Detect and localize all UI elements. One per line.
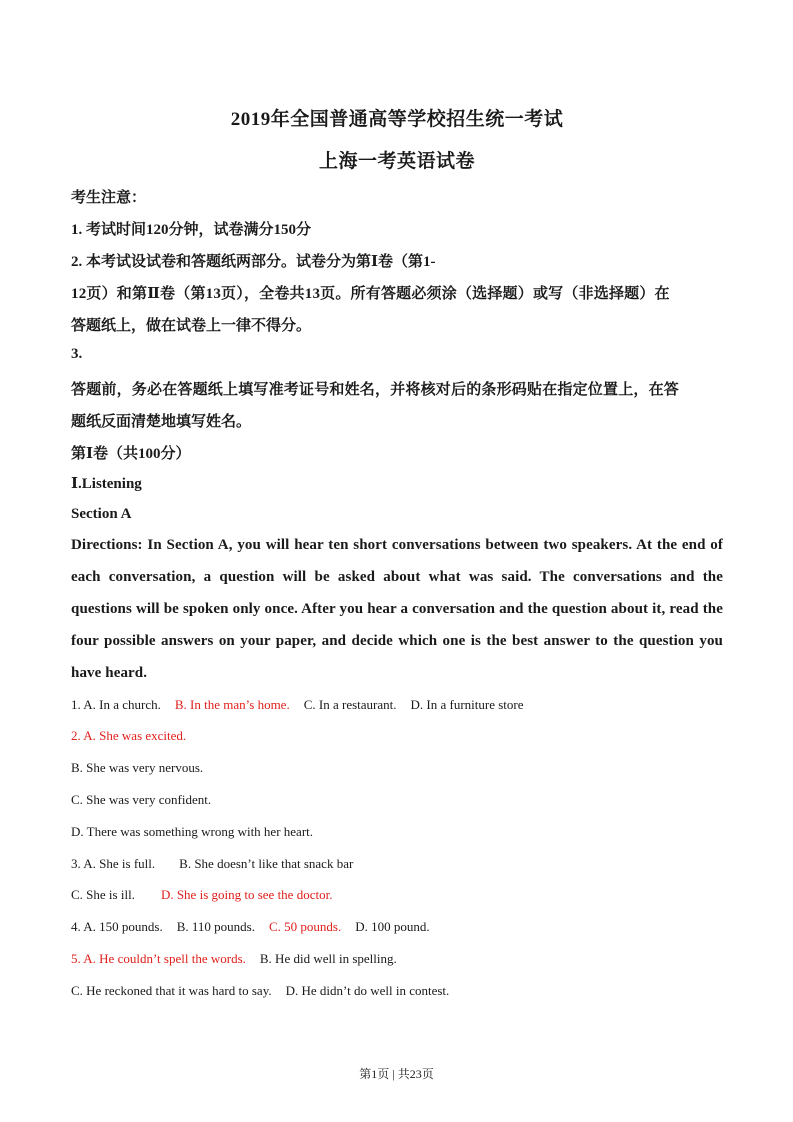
q5-option-c: C. He reckoned that it was hard to say. [71, 983, 272, 998]
q2-option-a-answer: 2. A. She was excited. [71, 728, 187, 743]
question-4 [71, 919, 430, 935]
section-a-heading: Section A [71, 506, 132, 522]
page-footer: 第1页 | 共23页 [359, 1067, 434, 1081]
q4-option-c-answer: C. 50 pounds. [268, 919, 342, 934]
notice-item-2-line-2: 12页）和第Ⅱ卷（第13页），全卷共13页。所有答题必须涂（选择题）或写（非选择题）在 [71, 286, 670, 302]
listening-heading: Ⅰ.Listening [71, 476, 142, 492]
question-1 [71, 697, 524, 713]
q1-option-a: 1. A. In a church. [71, 697, 161, 712]
exam-subtitle: 上海一考英语试卷 [318, 151, 475, 172]
q5-option-a-answer: 5. A. He couldn’t spell the words. [71, 951, 246, 966]
question-3-line-2 [71, 887, 332, 903]
question-5-line-1 [71, 951, 397, 967]
q2-option-d: D. There was something wrong with her heart. [71, 824, 314, 839]
question-5-line-2 [71, 983, 449, 999]
q5-option-b: B. He did well in spelling. [259, 951, 397, 966]
directions-text: Directions: In Section A, you will hear ten short conversations between two speakers. At the end of each conversation, a question will be asked about what was said. The conversations and the questions will be spoken only once. After you hear a conversation and the question about it, read the four possible answers on your paper, and decide which one is the best answer to the question you have heard. [71, 537, 723, 681]
q4-option-d: D. 100 pound. [355, 919, 430, 934]
notice-item-3-line-2: 题纸反面清楚地填写姓名。 [71, 414, 252, 430]
q1-option-c: C. In a restaurant. [303, 697, 397, 712]
part-1-heading: 第Ⅰ卷（共100分） [71, 446, 191, 462]
q3-option-a: 3. A. She is full. [71, 856, 156, 871]
q2-option-b: B. She was very nervous. [71, 760, 204, 775]
q3-option-c: C. She is ill. [71, 887, 135, 902]
q1-option-d: D. In a furniture store [410, 697, 524, 712]
exam-title: 2019年全国普通高等学校招生统一考试 [230, 109, 564, 130]
q4-option-a: 4. A. 150 pounds. [71, 919, 163, 934]
q1-option-b-answer: B. In the man’s home. [174, 697, 290, 712]
notice-item-2-line-3: 答题纸上，做在试卷上一律不得分。 [71, 318, 312, 334]
q3-option-d-answer: D. She is going to see the doctor. [160, 887, 333, 902]
q2-option-c: C. She was very confident. [71, 792, 212, 807]
question-3-line-1 [71, 856, 353, 872]
q3-option-b: B. She doesn’t like that snack bar [179, 856, 354, 871]
notice-item-3-number: 3. [71, 346, 83, 362]
notice-item-3-line-1: 答题前，务必在答题纸上填写准考证号和姓名，并将核对后的条形码贴在指定位置上，在答 [71, 382, 680, 398]
notice-item-2-line-1: 2. 本考试设试卷和答题纸两部分。试卷分为第Ⅰ卷（第1- [71, 254, 436, 270]
notice-heading: 考生注意： [71, 190, 147, 206]
notice-item-1: 1. 考试时间120分钟，试卷满分150分 [71, 222, 312, 238]
q5-option-d: D. He didn’t do well in contest. [285, 983, 450, 998]
q4-option-b: B. 110 pounds. [176, 919, 255, 934]
